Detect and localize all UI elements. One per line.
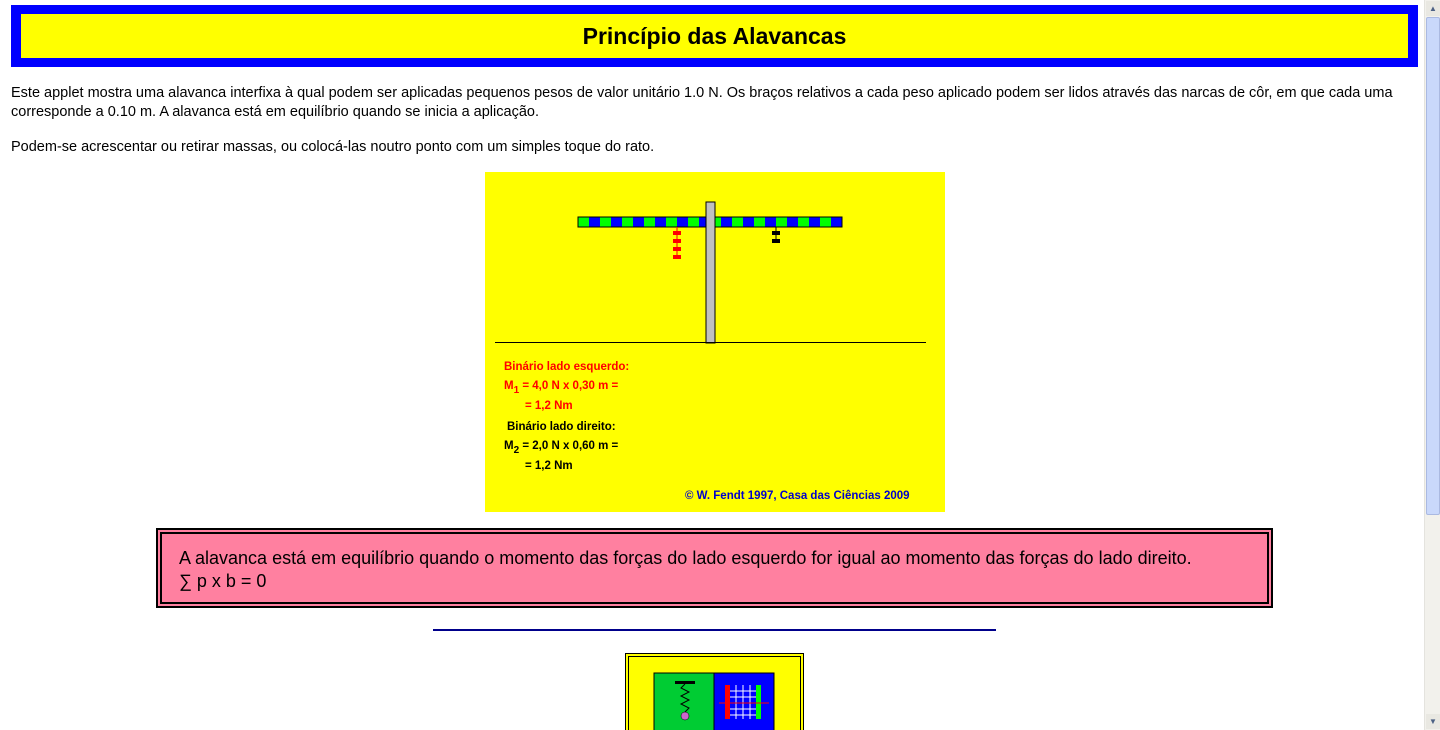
thumb-blue-panel — [714, 673, 774, 730]
lever-segment[interactable] — [611, 217, 622, 227]
right-torque-symbol: M — [504, 440, 514, 452]
lever-segment[interactable] — [600, 217, 611, 227]
vertical-scrollbar[interactable] — [1424, 0, 1440, 730]
weight-block[interactable] — [772, 231, 780, 235]
left-torque-heading: Binário lado esquerdo: — [504, 361, 630, 373]
lever-segment[interactable] — [688, 217, 699, 227]
left-torque-index: 1 — [513, 385, 520, 396]
equilibrium-formula: ∑ p x b = 0 — [179, 571, 267, 591]
equilibrium-note — [156, 528, 1273, 608]
lever-segment[interactable] — [721, 217, 732, 227]
weight-block[interactable] — [673, 231, 681, 235]
lever-segment[interactable] — [644, 217, 655, 227]
lever-segment[interactable] — [787, 217, 798, 227]
left-torque-symbol: M — [504, 380, 514, 392]
lever-segment[interactable] — [754, 217, 765, 227]
title-banner — [11, 5, 1418, 67]
left-torque-result: = 1,2 Nm — [525, 400, 573, 412]
thumb-red-bar — [725, 685, 730, 719]
lever-segment[interactable] — [820, 217, 831, 227]
lever-segment[interactable] — [666, 217, 677, 227]
lever-segment[interactable] — [743, 217, 754, 227]
left-weights[interactable] — [673, 227, 681, 259]
right-torque-formula — [504, 440, 619, 456]
thumb-green-bar — [756, 685, 761, 719]
page-title: Princípio das Alavancas — [582, 22, 847, 49]
lever-segment[interactable] — [655, 217, 666, 227]
thumb-spring-top — [675, 681, 695, 684]
lever-segment[interactable] — [765, 217, 776, 227]
equilibrium-statement: A alavanca está em equilíbrio quando o momento das forças do lado esquerdo for igual ao momento das forças do lado direito. — [179, 548, 1192, 568]
right-torque-result: = 1,2 Nm — [525, 460, 573, 472]
right-torque-index: 2 — [513, 445, 520, 456]
arrow-down-icon[interactable]: ▼ — [1426, 714, 1440, 729]
thumbnail-image[interactable] — [629, 657, 800, 730]
lever-segment[interactable] — [831, 217, 842, 227]
lever-segment[interactable] — [622, 217, 633, 227]
instructions-paragraph: Podem-se acrescentar ou retirar massas, ou colocá-las noutro ponto com um simples toque do rato. — [11, 139, 655, 155]
weight-block[interactable] — [772, 239, 780, 243]
lever-segment[interactable] — [677, 217, 688, 227]
lever-applet[interactable] — [485, 172, 945, 512]
weight-block[interactable] — [673, 239, 681, 243]
lever-segment[interactable] — [589, 217, 600, 227]
lever-segment[interactable] — [633, 217, 644, 227]
lever-segment[interactable] — [578, 217, 589, 227]
weight-block[interactable] — [673, 247, 681, 251]
right-weights[interactable] — [772, 227, 780, 243]
applet-credit: © W. Fendt 1997, Casa das Ciências 2009 — [685, 490, 910, 502]
left-torque-formula — [504, 380, 619, 396]
thumb-spring-mass — [681, 712, 689, 720]
intro-paragraph: Este applet mostra uma alavanca interfixa à qual podem ser aplicadas pequenos pesos de valor unitário 1.0 N. Os braços relativos a cada peso aplicado podem ser lidos através das narcas de côr, em que cada uma corresponde a 0.10 m. A alavanca está em equilíbrio quando se inicia a aplicação. — [11, 85, 1393, 120]
fulcrum-pillar — [706, 202, 715, 343]
section-divider — [433, 629, 996, 631]
arrow-up-icon[interactable]: ▲ — [1426, 1, 1440, 16]
scrollbar-thumb[interactable] — [1426, 17, 1440, 515]
right-torque-calc: = 2,0 N x 0,60 m = — [522, 440, 619, 452]
related-applet-thumbnail[interactable] — [625, 653, 804, 730]
title-box — [21, 14, 1408, 58]
lever-segment[interactable] — [809, 217, 820, 227]
right-torque-heading: Binário lado direito: — [507, 421, 616, 433]
left-torque-calc: = 4,0 N x 0,30 m = — [522, 380, 619, 392]
weight-block[interactable] — [673, 255, 681, 259]
lever-segment[interactable] — [732, 217, 743, 227]
lever-segment[interactable] — [798, 217, 809, 227]
lever-segment[interactable] — [776, 217, 787, 227]
